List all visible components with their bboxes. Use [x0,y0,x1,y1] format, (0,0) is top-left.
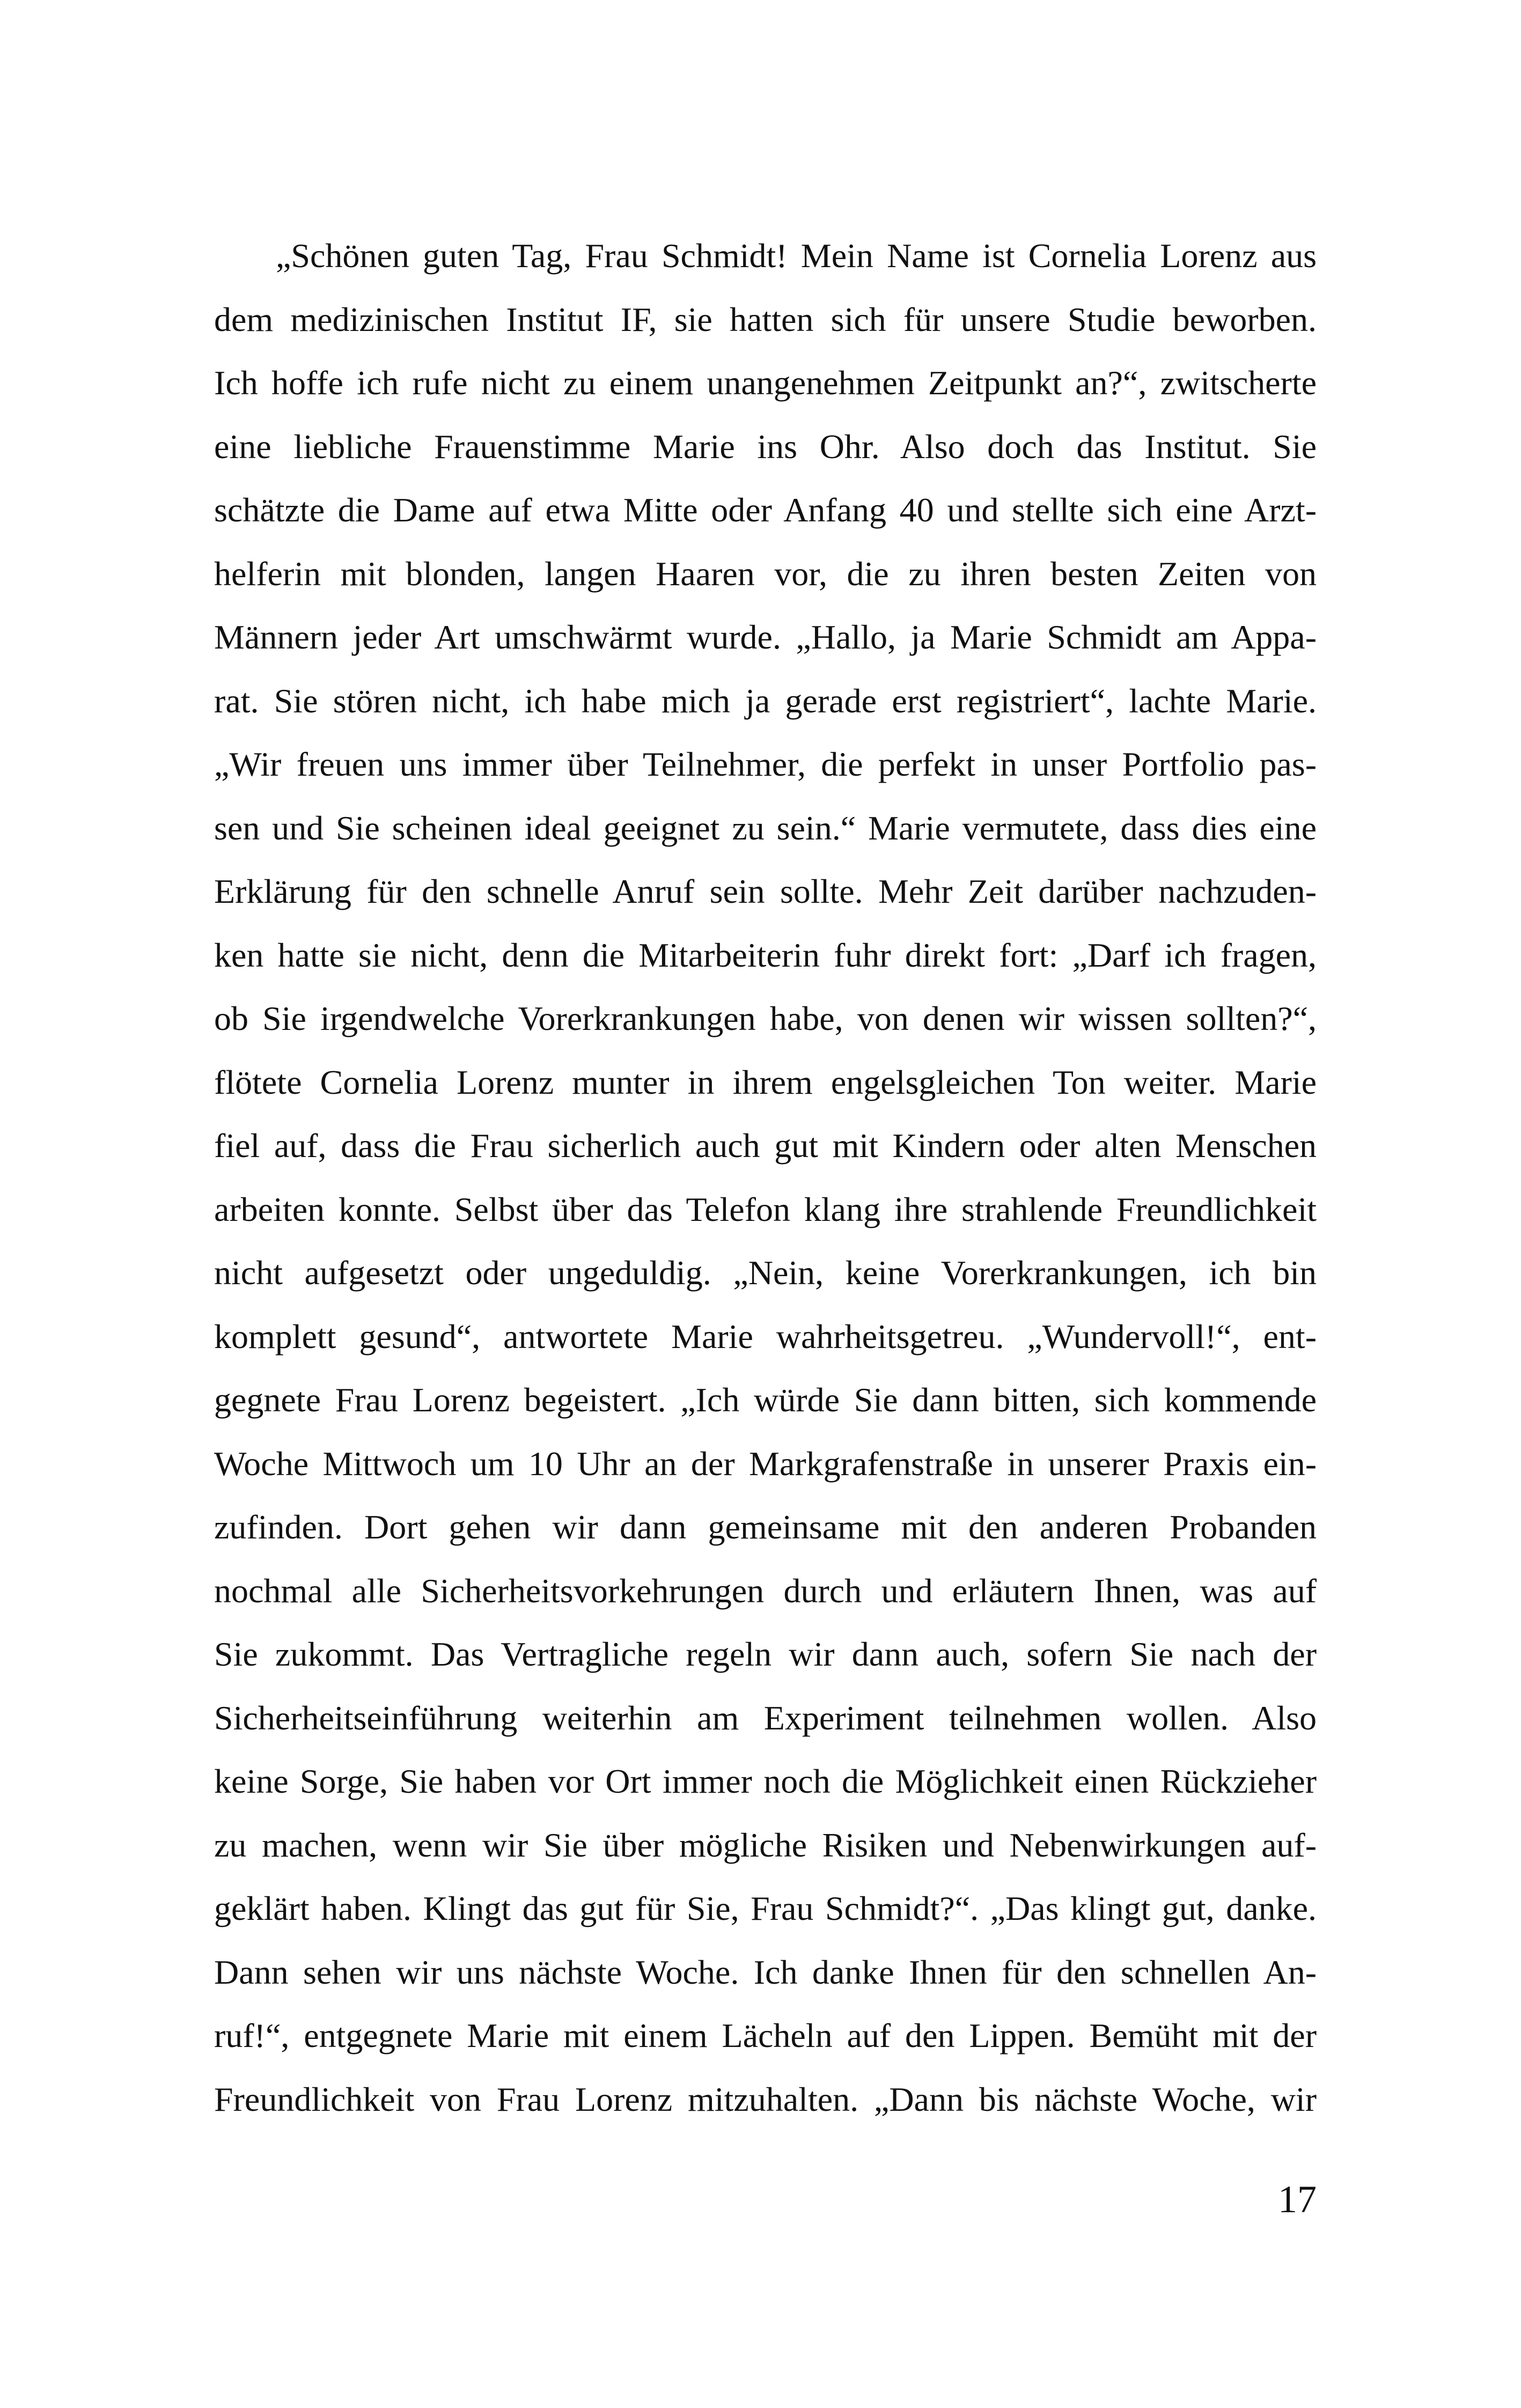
text-line: „Wir freuen uns immer über Teilnehmer, die perfekt in unser Portfolio pas- [214,745,1317,783]
text-line: ken hatte sie nicht, denn die Mitarbeiterin fuhr direkt fort: „Darf ich fragen, [214,936,1317,974]
text-line: schätzte die Dame auf etwa Mitte oder Anfang 40 und stellte sich eine Arzt- [214,491,1317,529]
text-line: ob Sie irgendwelche Vorerkrankungen habe, von denen wir wissen sollten?“, [214,999,1317,1037]
text-line: Männern jeder Art umschwärmt wurde. „Hallo, ja Marie Schmidt am Appa- [214,618,1317,656]
text-line: zufinden. Dort gehen wir dann gemeinsame mit den anderen Probanden [214,1508,1317,1546]
text-line: nochmal alle Sicherheitsvorkehrungen durch und erläutern Ihnen, was auf [214,1571,1317,1610]
text-line: dem medizinischen Institut IF, sie hatten sich für unsere Studie beworben. [214,300,1317,338]
page-number: 17 [1278,2178,1317,2221]
text-line: zu machen, wenn wir Sie über mögliche Risiken und Nebenwirkungen auf- [214,1825,1317,1864]
text-line: keine Sorge, Sie haben vor Ort immer noch die Möglichkeit einen Rückzieher [214,1762,1317,1800]
text-line: Ich hoffe ich rufe nicht zu einem unangenehmen Zeitpunkt an?“, zwitscherte [214,364,1317,402]
text-line: geklärt haben. Klingt das gut für Sie, Frau Schmidt?“. „Das klingt gut, danke. [214,1889,1317,1927]
text-line: nicht aufgesetzt oder ungeduldig. „Nein, keine Vorerkrankungen, ich bin [214,1254,1317,1292]
text-line: helferin mit blonden, langen Haaren vor, die zu ihren besten Zeiten von [214,554,1317,593]
text-line: fiel auf, dass die Frau sicherlich auch gut mit Kindern oder alten Menschen [214,1126,1317,1165]
text-line: eine liebliche Frauenstimme Marie ins Ohr. Also doch das Institut. Sie [214,427,1317,466]
text-line: Sicherheitseinführung weiterhin am Experiment teilnehmen wollen. Also [214,1698,1317,1737]
text-line: arbeiten konnte. Selbst über das Telefon klang ihre strahlende Freundlichkeit [214,1190,1317,1228]
body-text [214,224,1317,2131]
text-line: sen und Sie scheinen ideal geeignet zu sein.“ Marie vermutete, dass dies eine [214,808,1317,847]
text-line: Woche Mittwoch um 10 Uhr an der Markgrafenstraße in unserer Praxis ein- [214,1444,1317,1483]
text-line: rat. Sie stören nicht, ich habe mich ja gerade erst registriert“, lachte Marie. [214,681,1317,720]
text-line: „Schönen guten Tag, Frau Schmidt! Mein Name ist Cornelia Lorenz aus [276,237,1317,275]
text-line: komplett gesund“, antwortete Marie wahrheitsgetreu. „Wundervoll!“, ent- [214,1317,1317,1356]
text-line: flötete Cornelia Lorenz munter in ihrem engelsgleichen Ton weiter. Marie [214,1063,1317,1101]
text-line: Freundlichkeit von Frau Lorenz mitzuhalten. „Dann bis nächste Woche, wir [214,2080,1317,2118]
text-line: Erklärung für den schnelle Anruf sein sollte. Mehr Zeit darüber nachzuden- [214,872,1317,910]
text-line: Sie zukommt. Das Vertragliche regeln wir dann auch, sofern Sie nach der [214,1635,1317,1673]
text-line: gegnete Frau Lorenz begeistert. „Ich würde Sie dann bitten, sich kommende [214,1381,1317,1419]
text-line: Dann sehen wir uns nächste Woche. Ich danke Ihnen für den schnellen An- [214,1953,1317,1991]
text-line: ruf!“, entgegnete Marie mit einem Lächeln auf den Lippen. Bemüht mit der [214,2016,1317,2054]
